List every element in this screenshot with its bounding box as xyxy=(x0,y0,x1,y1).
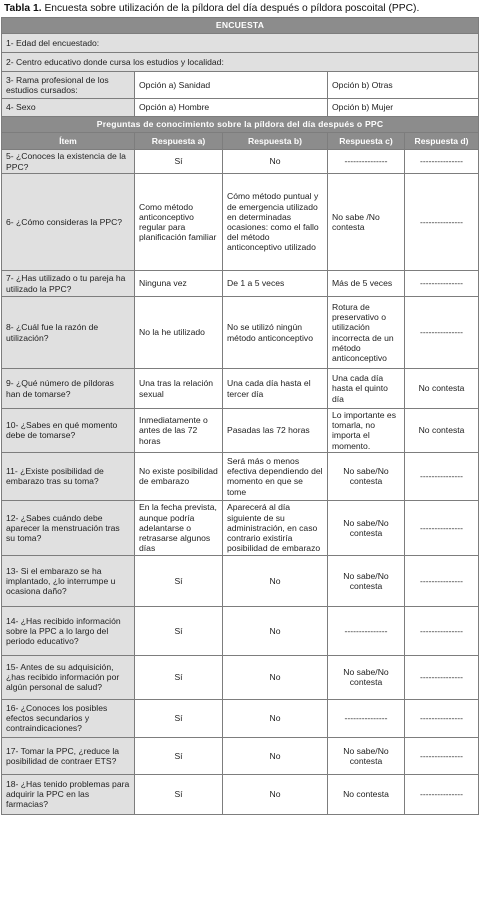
demographic-label: 1- Edad del encuestado: xyxy=(2,34,479,53)
question-item: 13- Si el embarazo se ha implantado, ¿lo interrumpe u ocasiona daño? xyxy=(2,555,135,606)
response-c: No sabe/No contesta xyxy=(328,452,405,500)
question-row xyxy=(2,150,479,174)
response-b: Será más o menos efectiva dependiendo del momento en que se tome xyxy=(223,452,328,500)
question-row xyxy=(2,369,479,409)
question-row xyxy=(2,737,479,774)
response-b: No xyxy=(223,150,328,174)
question-row xyxy=(2,452,479,500)
survey-title: ENCUESTA xyxy=(2,18,479,34)
response-d: --------------- xyxy=(405,500,479,555)
survey-table xyxy=(1,17,479,815)
demographic-row xyxy=(2,53,479,72)
response-a: Sí xyxy=(135,737,223,774)
response-a: Sí xyxy=(135,150,223,174)
response-a: Como método anticonceptivo regular para planificación familiar xyxy=(135,174,223,271)
response-a: No la he utilizado xyxy=(135,297,223,369)
question-item: 9- ¿Qué número de píldoras han de tomarse? xyxy=(2,369,135,409)
response-b: Pasadas las 72 horas xyxy=(223,409,328,453)
knowledge-header-row xyxy=(2,117,479,133)
question-row xyxy=(2,555,479,606)
question-item: 14- ¿Has recibido información sobre la PPC a lo largo del periodo educativo? xyxy=(2,606,135,655)
response-c: No sabe/No contesta xyxy=(328,737,405,774)
response-d: --------------- xyxy=(405,271,479,297)
question-item: 15- Antes de su adquisición, ¿has recibido información por algún personal de salud? xyxy=(2,655,135,699)
response-a: Sí xyxy=(135,606,223,655)
response-c: --------------- xyxy=(328,150,405,174)
demographic-row xyxy=(2,99,479,117)
question-row xyxy=(2,774,479,814)
response-b: No xyxy=(223,555,328,606)
column-header-response-a: Respuesta a) xyxy=(135,133,223,150)
question-item: 16- ¿Conoces los posibles efectos secundarios y contraindicaciones? xyxy=(2,699,135,737)
response-b: No xyxy=(223,699,328,737)
response-c: Rotura de preservativo o utilización incorrecta de un método anticonceptivo xyxy=(328,297,405,369)
caption-label: Tabla 1. xyxy=(4,3,42,14)
response-b: Una cada día hasta el tercer día xyxy=(223,369,328,409)
questions-body xyxy=(2,150,479,815)
response-c: Lo importante es tomarla, no importa el momento. xyxy=(328,409,405,453)
response-d: No contesta xyxy=(405,369,479,409)
question-row xyxy=(2,606,479,655)
response-d: --------------- xyxy=(405,699,479,737)
response-d: --------------- xyxy=(405,150,479,174)
response-c: --------------- xyxy=(328,606,405,655)
response-c: --------------- xyxy=(328,699,405,737)
demographic-row xyxy=(2,34,479,53)
question-item: 11- ¿Existe posibilidad de embarazo tras su toma? xyxy=(2,452,135,500)
response-a: Ninguna vez xyxy=(135,271,223,297)
response-d: --------------- xyxy=(405,555,479,606)
response-c: No sabe/No contesta xyxy=(328,500,405,555)
demographic-option-a: Opción a) Hombre xyxy=(135,99,328,117)
column-header-row xyxy=(2,133,479,150)
response-c: No contesta xyxy=(328,774,405,814)
response-c: No sabe/No contesta xyxy=(328,655,405,699)
question-row xyxy=(2,655,479,699)
response-d: --------------- xyxy=(405,737,479,774)
response-b: No xyxy=(223,655,328,699)
question-item: 12- ¿Sabes cuándo debe aparecer la menstruación tras su toma? xyxy=(2,500,135,555)
survey-header-row xyxy=(2,18,479,34)
demographic-option-b: Opción b) Mujer xyxy=(328,99,479,117)
response-b: Cómo método puntual y de emergencia utilizado en determinadas ocasiones: como el fallo del método anticonceptivo utilizado xyxy=(223,174,328,271)
question-item: 8- ¿Cuál fue la razón de utilización? xyxy=(2,297,135,369)
response-a: En la fecha prevista, aunque podría adelantarse o retrasarse algunos días xyxy=(135,500,223,555)
question-row xyxy=(2,699,479,737)
response-b: No xyxy=(223,737,328,774)
response-d: --------------- xyxy=(405,655,479,699)
question-item: 7- ¿Has utilizado o tu pareja ha utilizado la PPC? xyxy=(2,271,135,297)
table-caption xyxy=(4,2,480,16)
response-b: De 1 a 5 veces xyxy=(223,271,328,297)
response-d: --------------- xyxy=(405,774,479,814)
response-d: --------------- xyxy=(405,606,479,655)
question-row xyxy=(2,174,479,271)
response-d: --------------- xyxy=(405,452,479,500)
column-header-item: Ítem xyxy=(2,133,135,150)
response-b: Aparecerá al día siguiente de su administración, en caso contrario existiría posibilidad de embarazo xyxy=(223,500,328,555)
response-a: Una tras la relación sexual xyxy=(135,369,223,409)
caption-text: Encuesta sobre utilización de la píldora del día después o píldora poscoital (PPC). xyxy=(41,3,420,14)
response-a: Sí xyxy=(135,699,223,737)
knowledge-section-title: Preguntas de conocimiento sobre la píldora del día después o PPC xyxy=(2,117,479,133)
question-row xyxy=(2,271,479,297)
response-a: Inmediatamente o antes de las 72 horas xyxy=(135,409,223,453)
demographic-option-b: Opción b) Otras xyxy=(328,72,479,99)
response-a: Sí xyxy=(135,555,223,606)
response-a: Sí xyxy=(135,774,223,814)
response-a: Sí xyxy=(135,655,223,699)
column-header-response-c: Respuesta c) xyxy=(328,133,405,150)
question-item: 5- ¿Conoces la existencia de la PPC? xyxy=(2,150,135,174)
question-row xyxy=(2,297,479,369)
response-d: --------------- xyxy=(405,174,479,271)
response-d: --------------- xyxy=(405,297,479,369)
demographic-option-a: Opción a) Sanidad xyxy=(135,72,328,99)
demographic-label: 3- Rama profesional de los estudios cursados: xyxy=(2,72,135,99)
question-item: 18- ¿Has tenido problemas para adquirir la PPC en las farmacias? xyxy=(2,774,135,814)
response-c: No sabe/No contesta xyxy=(328,555,405,606)
column-header-response-b: Respuesta b) xyxy=(223,133,328,150)
question-item: 17- Tomar la PPC, ¿reduce la posibilidad de contraer ETS? xyxy=(2,737,135,774)
response-b: No xyxy=(223,774,328,814)
response-c: Más de 5 veces xyxy=(328,271,405,297)
response-b: No xyxy=(223,606,328,655)
response-d: No contesta xyxy=(405,409,479,453)
response-b: No se utilizó ningún método anticonceptivo xyxy=(223,297,328,369)
question-row xyxy=(2,409,479,453)
response-c: Una cada día hasta el quinto día xyxy=(328,369,405,409)
demographic-label: 4- Sexo xyxy=(2,99,135,117)
question-row xyxy=(2,500,479,555)
column-header-response-d: Respuesta d) xyxy=(405,133,479,150)
response-c: No sabe /No contesta xyxy=(328,174,405,271)
demographic-row xyxy=(2,72,479,99)
demographic-label: 2- Centro educativo donde cursa los estudios y localidad: xyxy=(2,53,479,72)
question-item: 6- ¿Cómo consideras la PPC? xyxy=(2,174,135,271)
question-item: 10- ¿Sabes en qué momento debe de tomarse? xyxy=(2,409,135,453)
response-a: No existe posibilidad de embarazo xyxy=(135,452,223,500)
